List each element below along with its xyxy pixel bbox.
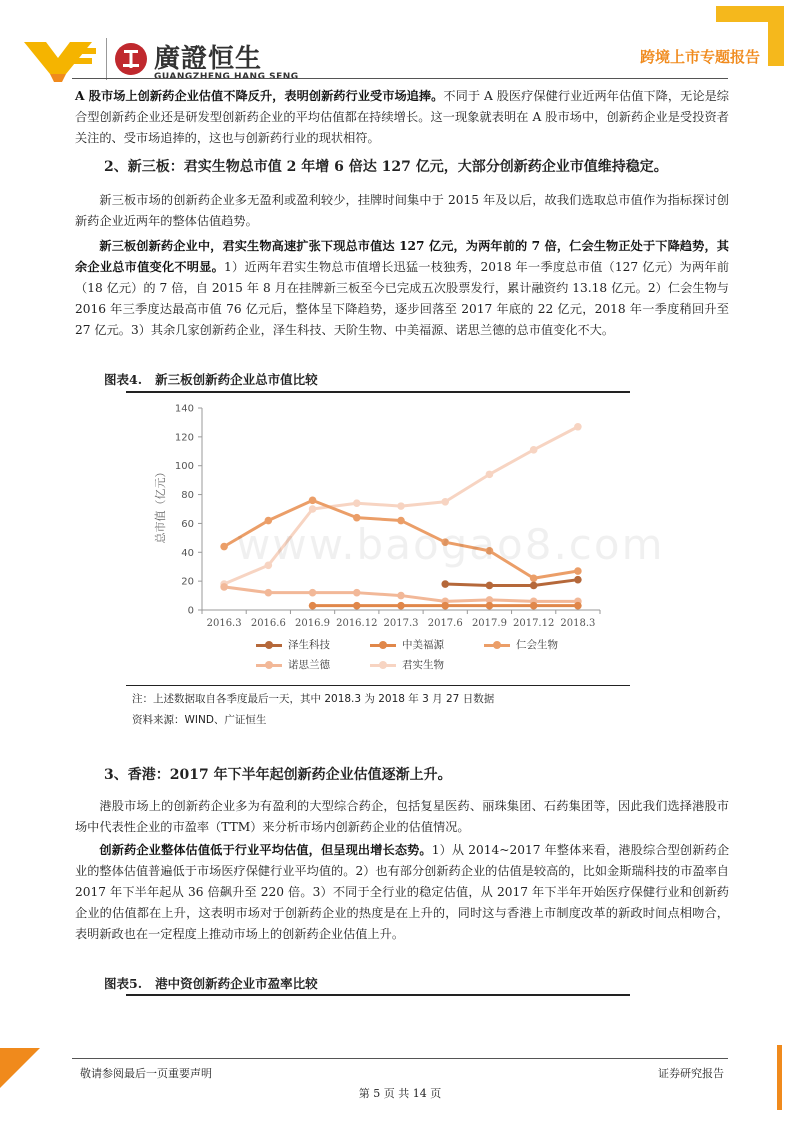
figure4-source: 资料来源：WIND、广证恒生 — [132, 714, 267, 726]
data-point-泽生科技 — [574, 576, 582, 584]
figure4-label: 图表4. — [104, 372, 143, 387]
chart-x-tick-label: 2017.3 — [383, 618, 419, 629]
para-hk-intro: 港股市场上的创新药企业多为有盈利的大型综合药企，包括复星医药、丽珠集团、石药集团等，因此我们选择港股市场中代表性企业的市盈率（TTM）来分析市场内创新药企业的估值情况。 — [75, 799, 729, 834]
legend-line-marker-icon — [484, 640, 510, 650]
data-point-中美福源 — [486, 602, 494, 610]
top-right-corner-tab — [768, 6, 784, 66]
logo-text-main: 廣證恒生 — [154, 44, 263, 74]
para-a-share — [75, 86, 729, 149]
data-point-中美福源 — [309, 602, 317, 610]
figure4-top-rule — [126, 391, 630, 393]
figure4-note: 注：上述数据取自各季度最后一天，其中 2018.3 为 2018 年 3 月 27 日数据 — [132, 693, 495, 705]
data-point-君实生物 — [397, 502, 405, 510]
legend-item — [256, 637, 330, 652]
chart-y-tick-label: 60 — [181, 518, 194, 530]
legend-item — [370, 657, 444, 672]
page-number: 第 5 页 共 14 页 — [358, 1087, 442, 1100]
legend-line-marker-icon — [256, 640, 282, 650]
series-line-泽生科技 — [445, 580, 578, 586]
chart-x-tick-label: 2018.3 — [560, 618, 596, 629]
chart-watermark: www.baogao8.com — [236, 520, 665, 569]
para-hk-detail-lead: 创新药企业整体估值低于行业平均估值，但呈现出增长态势。 — [99, 843, 432, 857]
para-neeq-intro: 新三板市场的创新药企业多无盈利或盈利较少，挂牌时间集中于 2015 年及以后，故我们选取总市值作为指标探讨创新药企业近两年的整体估值趋势。 — [75, 193, 729, 228]
footer-rule — [72, 1058, 728, 1059]
data-point-诺思兰德 — [353, 589, 361, 597]
chart-x-tick-label: 2016.12 — [336, 618, 378, 629]
legend-label: 君实生物 — [402, 659, 444, 671]
data-point-君实生物 — [530, 446, 538, 454]
data-point-诺思兰德 — [309, 589, 317, 597]
figure5-caption: 港中资创新药企业市盈率比较 — [155, 976, 318, 991]
guangzheng-seal-icon — [114, 42, 148, 76]
data-point-仁会生物 — [309, 497, 317, 505]
para-a-share-lead: A 股市场上创新药企业估值不降反升，表明创新药行业受市场追捧。 — [75, 89, 444, 103]
figure5-title — [104, 974, 318, 992]
data-point-中美福源 — [441, 602, 449, 610]
chart-y-tick-label: 0 — [187, 605, 194, 617]
figure4-title — [104, 370, 318, 388]
data-point-中美福源 — [353, 602, 361, 610]
logo-text-sub: GUANGZHENG HANG SENG — [154, 72, 299, 82]
data-point-诺思兰德 — [265, 589, 273, 597]
chart-y-tick-label: 20 — [181, 576, 194, 588]
para-neeq-detail-body: 1）近两年君实生物总市值增长迅猛一枝独秀，2018 年一季度总市值（127 亿元）为两年前（18 亿元）的 7 倍，自 2015 年 8 月在挂牌新三板至今已完成五次股票发行，累计融资约 13.18 亿元。2）仁会生物与 2016 年三季度达最高市值 76 亿元后，整体呈下降趋势，逐步回落至 2017 年底的 22 亿元，2018 年一季度稍回升至 27 亿元。3）其余几家创新药企业，泽生科技、天阶生物、中美福源、诺思兰德的总市值变化不大。 — [75, 260, 730, 337]
chart-y-tick-label: 40 — [181, 547, 194, 559]
para-neeq-detail — [75, 236, 729, 341]
data-point-君实生物 — [309, 505, 317, 513]
chart-x-tick-label: 2017.6 — [427, 618, 463, 629]
para-a-share-body: 不同于 A 股医疗保健行业近两年估值下降，无论是综合型创新药企业还是研发型创新药企业的平均估值都在持续增长。这一现象就表明在 A 股市场中，创新药企业是受投资者关注的、受市场追捧的，这也与创新药行业的现状相符。 — [75, 89, 729, 145]
chart-y-axis-title: 总市值（亿元） — [154, 466, 167, 544]
chart-y-tick-label: 140 — [174, 403, 194, 415]
chart-y-tick-label: 100 — [174, 461, 194, 473]
para-neeq-detail-lead: 新三板创新药企业中，君实生物高速扩张下现总市值达 127 亿元，为两年前的 7 倍，仁会生物正处于下降趋势，其余企业总市值变化不明显。 — [75, 239, 729, 274]
chart-y-tick-label: 120 — [174, 432, 194, 444]
data-point-君实生物 — [486, 471, 494, 479]
chart-x-tick-label: 2016.6 — [250, 618, 286, 629]
para-hk-detail-body: 1）从 2014~2017 年整体来看，港股综合型创新药企业的整体估值普遍低于市场医疗保健行业平均值的。2）也有部分创新药企业的估值是较高的，比如金斯瑞科技的市盈率自 2017 年下半年起从 36 倍飙升至 220 倍。3）不同于全行业的稳定估值，从 2017 年下半年开始医疗保健行业和创新药企业的估值都在上升，这表明市场对于创新药企业的热度是在上升的，同时这与香港上市制度改革的新政时间点相吻合，表明新政也在一定程度上推动市场上的创新药企业估值上升。 — [75, 843, 730, 941]
logo-divider — [106, 38, 107, 80]
data-point-诺思兰德 — [397, 592, 405, 600]
section-heading-hk: 3、香港：2017 年下半年起创新药企业估值逐渐上升。 — [104, 767, 452, 783]
legend-item — [484, 637, 558, 652]
data-point-君实生物 — [353, 499, 361, 507]
data-point-泽生科技 — [486, 582, 494, 590]
figure5-label: 图表5. — [104, 976, 143, 991]
chart-x-tick-label: 2016.3 — [206, 618, 242, 629]
report-type-title: 跨境上市专题报告 — [639, 48, 760, 66]
legend-line-marker-icon — [370, 640, 396, 650]
data-point-诺思兰德 — [220, 583, 228, 591]
legend-label: 仁会生物 — [516, 639, 558, 651]
data-point-仁会生物 — [220, 543, 228, 551]
data-point-中美福源 — [530, 602, 538, 610]
footer-disclaimer-link[interactable]: 敬请参阅最后一页重要声明 — [80, 1067, 212, 1080]
figure4-bottom-rule — [126, 685, 630, 686]
data-point-君实生物 — [441, 498, 449, 506]
footer-report-label: 证券研究报告 — [658, 1067, 724, 1080]
data-point-君实生物 — [574, 423, 582, 431]
legend-label: 泽生科技 — [288, 639, 330, 651]
figure4-caption: 新三板创新药企业总市值比较 — [155, 372, 318, 387]
data-point-仁会生物 — [530, 574, 538, 582]
chart-x-tick-label: 2017.12 — [512, 618, 555, 629]
footer-side-bar — [777, 1045, 782, 1110]
chart-y-tick-label: 80 — [181, 490, 194, 502]
legend-item — [370, 637, 444, 652]
data-point-泽生科技 — [530, 582, 538, 590]
data-point-中美福源 — [397, 602, 405, 610]
section-heading-neeq: 2、新三板：君实生物总市值 2 年增 6 倍达 127 亿元，大部分创新药企业市值维持稳定。 — [104, 159, 668, 175]
chart-x-tick-label: 2016.9 — [295, 618, 331, 629]
legend-line-marker-icon — [256, 660, 282, 670]
chart-x-tick-label: 2017.9 — [471, 618, 507, 629]
header-rule — [72, 78, 728, 79]
legend-line-marker-icon — [370, 660, 396, 670]
figure5-top-rule — [126, 994, 630, 996]
data-point-泽生科技 — [441, 580, 449, 588]
legend-label: 中美福源 — [402, 639, 444, 651]
data-point-中美福源 — [574, 602, 582, 610]
para-hk-detail — [75, 840, 729, 945]
legend-item — [256, 657, 330, 672]
legend-label: 诺思兰德 — [288, 659, 330, 671]
